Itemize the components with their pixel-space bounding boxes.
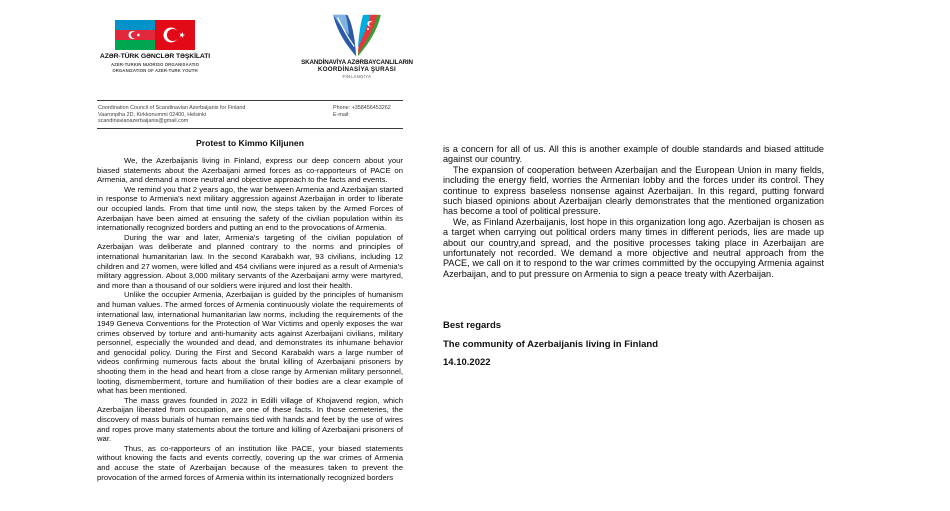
org-subtitle-finnish: AZER-TURKIN NUORISO ORGANISAATIO bbox=[110, 61, 200, 67]
letter-paragraph: During the war and later, Armenia's targeting of the civilian population of Azerbaijan was deliberate and planned contrary to the norms and principles of international humanitarian law. In the second Karabakh war, 93 civilians, including 12 children and 27 women, were killed and 454 civilians were injured as a result of Armenia's military aggression. About 3,000 military servants of the Azerbaijani army were martyred, and more than a thousand of our soldiers were injured and lost their health. bbox=[97, 232, 403, 290]
letter-closing: Best regards bbox=[443, 320, 502, 331]
letter-title: Protest to Kimmo Kiljunen bbox=[196, 138, 304, 148]
letter-body-left-column bbox=[97, 156, 403, 482]
letter-paragraph: The expansion of cooperation between Azerbaijan and the European Union in many fields, including the energy field, worries the Armenian lobby and the forces under its control. They continue to express baseless nonsense against Azerbaijan. In this regard, putting forward such biased opinions about Azerbaijan clearly demonstrates that the mentioned organization has become a tool of political pressure. bbox=[443, 164, 824, 217]
contact-phone-block bbox=[333, 105, 403, 118]
letter-paragraph: Thus, as co-rapporteurs of an institution like PACE, your biased statements without knowing the facts and events correctly, covering up the war crimes of Armenia and accuse the state of Azerbaijan because of the measures taken to prevent the provocation of the armed forces of Armenia within its internationally recognized borders bbox=[97, 443, 403, 482]
letter-paragraph: We remind you that 2 years ago, the war between Armenia and Azerbaijan started in response to Armenia's next military aggression against Azerbaijan in order to liberate our occupied lands. From that time until now, the steps taken by the Armed Forces of Azerbaijan have been aimed at ensuring the safety of the civilian population within its internationally recognized borders and putting an end to the provocations of Armenia. bbox=[97, 184, 403, 233]
turkey-flag-icon bbox=[155, 20, 195, 50]
header-divider-top bbox=[97, 100, 403, 101]
coordination-council-logo bbox=[283, 14, 431, 79]
org-name-left: AZƏR-TÜRK GƏNCLƏR TƏŞKİLATI bbox=[99, 53, 211, 60]
header-divider-bottom bbox=[97, 128, 403, 129]
azerbaijan-flag-icon bbox=[115, 20, 155, 50]
contact-address-line: Vaaronpiha 2D, Kirkkonummi 02400, Helsinki bbox=[98, 111, 207, 118]
letter-signature: The community of Azerbaijanis living in Finland bbox=[443, 339, 659, 350]
contact-address-block bbox=[98, 105, 328, 125]
org-name-right-line1: SKANDİNAVİYA AZƏRBAYCANLILARIN bbox=[301, 59, 413, 66]
contact-phone-line: Phone: +358456453262 bbox=[333, 105, 391, 111]
letter-paragraph: We, as Finland Azerbaijanis, lost hope in this organization long ago. Azerbaijan is chosen as a target when carrying out political orders many times in different periods, lies are made up about our country,and spread, and the positive processes taking place in Azerbaijan are unfortunately not recorded. We demand a more objective and neutral approach from the PACE, we call on it to respond to the war crimes committed by the occupying Armenia against Azerbaijan, and to put pressure on Armenia to sign a peace treaty with Azerbaijan. bbox=[443, 216, 824, 279]
azer-turk-youth-logo bbox=[88, 20, 222, 73]
contact-org-line: Coordination Council of Scandinavian Azerbaijanis for Finland bbox=[98, 105, 246, 111]
letter-paragraph: Unlike the occupier Armenia, Azerbaijan is guided by the principles of humanism and human values. The armed forces of Armenia continuously violate the requirements of international law, international humanitarian law norms, including the requirements of the 1949 Geneva Conventions for the Protection of War Victims and openly exposes the war crimes observed by torture and anti-humanity acts against Azerbaijani civilians, military personnel, especially the wounded and dead, and demonstrates its inhumane behavior and genocidal policy. During the First and Second Karabakh wars a large number of videos confirming numerous facts about the brutal killing of Azerbaijani prisoners by shooting them in the head and heart from a close range by Armenian military personnel, looting, dismemberment, torture and humiliation of their bodies are a clear example of what has been mentioned. bbox=[97, 290, 403, 396]
org-subtitle-english: ORGANIZATION OF AZER-TURK YOUTH bbox=[112, 67, 198, 73]
org-name-right-line2: KOORDİNASİYA ŞURASI bbox=[317, 66, 397, 73]
letter-paragraph: is a concern for all of us. All this is another example of double standards and biased attitude against our country. bbox=[443, 144, 824, 165]
letter-paragraph: The mass graves founded in 2022 in Edilli village of Khojavend region, which Azerbaijan liberated from occupation, are one of these facts. In those cemeteries, the discovery of mass burials of human remains tied with hands and feet by the use of wires and ropes prove many statements about the torture and killing of Azerbaijani prisoners of war. bbox=[97, 395, 403, 444]
contact-email-address: scandinavianazerbaijanis@gmail.com bbox=[98, 118, 189, 125]
letter-body-right-column bbox=[443, 144, 824, 279]
flags-group bbox=[88, 20, 222, 50]
letter-paragraph: We, the Azerbaijanis living in Finland, express our deep concern about your biased statements about the Azerbaijani armed forces as co-rapporteurs of PACE on Armenia, and demand a more neutral and objective approach to the facts and events. bbox=[97, 156, 403, 185]
coordination-council-emblem-icon bbox=[329, 14, 385, 58]
letter-date: 14.10.2022 bbox=[443, 357, 491, 368]
contact-email-label: E-mail: bbox=[333, 111, 350, 118]
org-subtitle-country: FİNLANDİYA bbox=[342, 74, 372, 79]
